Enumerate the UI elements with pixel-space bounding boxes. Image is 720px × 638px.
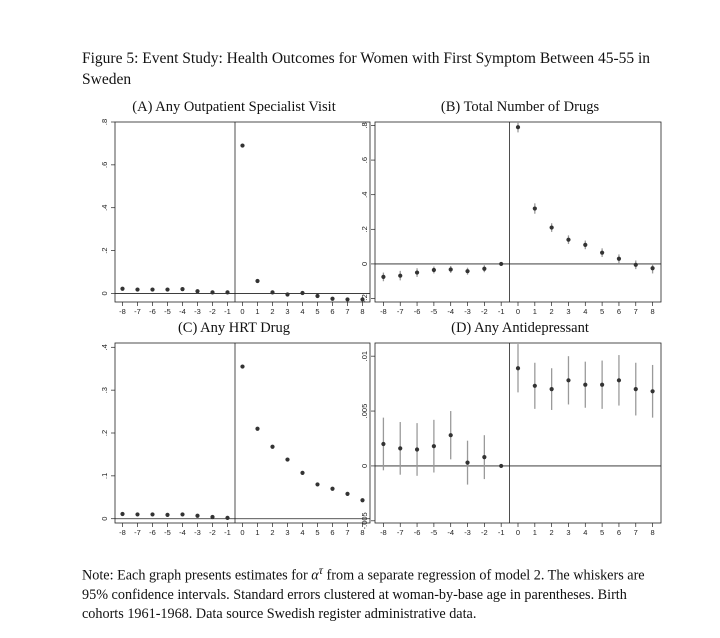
x-tick-label: 4 bbox=[583, 307, 588, 316]
y-tick-label: .2 bbox=[360, 226, 369, 233]
x-tick-label: 6 bbox=[330, 307, 335, 316]
plot-frame bbox=[115, 122, 370, 302]
data-point bbox=[285, 457, 289, 461]
x-tick-label: 6 bbox=[616, 307, 622, 316]
x-tick-label: -5 bbox=[164, 528, 171, 537]
data-point bbox=[270, 290, 274, 294]
data-point bbox=[449, 267, 453, 271]
data-point bbox=[210, 290, 214, 294]
y-tick-label: .3 bbox=[100, 387, 109, 394]
x-tick-label: 2 bbox=[270, 528, 275, 537]
x-tick-label: -3 bbox=[194, 528, 201, 537]
data-point bbox=[345, 492, 349, 496]
x-tick-label: -6 bbox=[149, 528, 156, 537]
x-tick-label: 0 bbox=[240, 307, 245, 316]
x-tick-label: -8 bbox=[119, 307, 126, 316]
x-tick-label: 0 bbox=[515, 307, 521, 316]
data-point bbox=[150, 512, 154, 516]
y-tick-label: 0 bbox=[360, 463, 369, 469]
data-point bbox=[415, 270, 419, 274]
y-tick-label: .6 bbox=[100, 161, 109, 168]
panel-title-b: (B) Total Number of Drugs bbox=[440, 99, 600, 115]
x-tick-label: -4 bbox=[179, 528, 186, 537]
x-tick-label: 1 bbox=[532, 307, 537, 316]
panel-b-plot bbox=[360, 122, 661, 316]
x-tick-label: 7 bbox=[345, 528, 350, 537]
data-point bbox=[240, 143, 244, 147]
note-after: from a separate regression of model 2. The whiskers are 95% confidence intervals. Standard errors clustered at woman-by-base age in parentheses. Birth cohorts 1961-1968. Data source Swedish register administrative data. bbox=[82, 567, 645, 622]
y-tick-label: 0 bbox=[100, 291, 109, 296]
x-tick-label: -7 bbox=[396, 528, 404, 537]
x-tick-label: 4 bbox=[300, 528, 305, 537]
x-tick-label: -2 bbox=[481, 307, 488, 316]
x-tick-label: 8 bbox=[360, 528, 365, 537]
data-point bbox=[360, 498, 364, 502]
data-point bbox=[499, 464, 503, 468]
x-tick-label: -3 bbox=[194, 307, 201, 316]
x-tick-label: 6 bbox=[330, 528, 335, 537]
note-tau: τ bbox=[318, 563, 323, 577]
data-point bbox=[381, 275, 385, 279]
data-point bbox=[432, 268, 436, 272]
y-tick-label: .2 bbox=[100, 429, 109, 437]
figure-note bbox=[82, 561, 672, 624]
panel-title-d: (D) Any Antidepressant bbox=[451, 320, 589, 336]
data-point bbox=[225, 290, 229, 294]
data-point bbox=[533, 384, 537, 388]
y-tick-label: -.2 bbox=[360, 294, 369, 303]
data-point bbox=[499, 262, 503, 266]
x-tick-label: -6 bbox=[413, 528, 421, 537]
x-tick-label: 0 bbox=[240, 528, 245, 537]
data-point bbox=[165, 287, 169, 291]
x-tick-label: -2 bbox=[209, 307, 216, 316]
data-point bbox=[300, 471, 304, 475]
data-point bbox=[240, 364, 244, 368]
x-tick-label: 1 bbox=[532, 528, 537, 537]
data-point bbox=[330, 297, 334, 301]
x-tick-label: -6 bbox=[149, 307, 156, 316]
data-point bbox=[270, 445, 274, 449]
data-point bbox=[482, 267, 486, 271]
y-tick-label: .4 bbox=[360, 191, 369, 198]
panel-title-a: (A) Any Outpatient Specialist Visit bbox=[132, 99, 336, 115]
x-tick-label: 2 bbox=[549, 307, 554, 316]
x-tick-label: 7 bbox=[345, 307, 350, 316]
y-tick-label: .8 bbox=[360, 122, 369, 129]
x-tick-label: -1 bbox=[497, 528, 505, 537]
y-tick-label: 0 bbox=[100, 516, 109, 521]
x-tick-label: -4 bbox=[447, 528, 455, 537]
data-point bbox=[150, 287, 154, 291]
x-tick-label: -8 bbox=[380, 307, 387, 316]
x-tick-label: 8 bbox=[650, 528, 655, 537]
data-point bbox=[566, 238, 570, 242]
data-point bbox=[583, 383, 587, 387]
y-tick-label: .6 bbox=[360, 156, 369, 164]
x-tick-label: -8 bbox=[380, 528, 387, 537]
data-point bbox=[345, 297, 349, 301]
data-point bbox=[195, 514, 199, 518]
x-tick-label: -4 bbox=[179, 307, 186, 316]
data-point bbox=[415, 447, 419, 451]
x-tick-label: -2 bbox=[209, 528, 216, 537]
data-point bbox=[533, 206, 537, 210]
data-point bbox=[195, 289, 199, 293]
data-point bbox=[180, 512, 184, 516]
x-tick-label: -5 bbox=[430, 307, 438, 316]
x-tick-label: 3 bbox=[566, 307, 571, 316]
data-point bbox=[566, 378, 570, 382]
note-before: Note: Each graph presents estimates for bbox=[82, 567, 312, 584]
x-tick-label: -8 bbox=[119, 528, 126, 537]
data-point bbox=[120, 287, 124, 291]
x-tick-label: 5 bbox=[315, 528, 320, 537]
y-tick-label: -.005 bbox=[360, 512, 369, 530]
panel-a-plot bbox=[100, 119, 370, 316]
x-tick-label: 6 bbox=[616, 528, 622, 537]
x-tick-label: -1 bbox=[224, 528, 231, 537]
x-tick-label: -3 bbox=[464, 307, 471, 316]
data-point bbox=[120, 512, 124, 516]
data-point bbox=[135, 512, 139, 516]
x-tick-label: 3 bbox=[285, 307, 290, 316]
y-tick-label: .01 bbox=[360, 350, 369, 362]
data-point bbox=[315, 294, 319, 298]
x-tick-label: 1 bbox=[255, 528, 260, 537]
data-point bbox=[617, 378, 621, 382]
data-point bbox=[432, 444, 436, 448]
x-tick-label: 3 bbox=[285, 528, 290, 537]
x-tick-label: -4 bbox=[447, 307, 455, 316]
data-point bbox=[210, 515, 214, 519]
x-tick-label: -7 bbox=[134, 307, 141, 316]
x-tick-label: -5 bbox=[430, 528, 438, 537]
data-point bbox=[650, 389, 654, 393]
data-point bbox=[315, 482, 319, 486]
data-point bbox=[550, 387, 554, 391]
x-tick-label: -1 bbox=[497, 307, 505, 316]
data-point bbox=[165, 513, 169, 517]
x-tick-label: -5 bbox=[164, 307, 171, 316]
data-point bbox=[398, 274, 402, 278]
data-point bbox=[617, 257, 621, 261]
data-point bbox=[381, 442, 385, 446]
data-point bbox=[135, 287, 139, 291]
y-tick-label: .005 bbox=[360, 403, 369, 419]
y-tick-label: .4 bbox=[100, 204, 109, 211]
data-point bbox=[550, 225, 554, 229]
panel-title-c: (C) Any HRT Drug bbox=[177, 320, 291, 336]
y-tick-label: .1 bbox=[100, 472, 109, 479]
data-point bbox=[255, 279, 259, 283]
y-tick-label: .8 bbox=[100, 118, 109, 126]
x-tick-label: -7 bbox=[134, 528, 141, 537]
data-point bbox=[650, 266, 654, 270]
data-point bbox=[600, 383, 604, 387]
x-tick-label: 5 bbox=[600, 528, 605, 537]
panel-d-plot bbox=[360, 343, 661, 537]
x-tick-label: -2 bbox=[481, 528, 488, 537]
x-tick-label: 4 bbox=[583, 528, 588, 537]
data-point bbox=[516, 366, 520, 370]
x-tick-label: -1 bbox=[224, 307, 231, 316]
data-point bbox=[465, 269, 469, 273]
figure-caption: Figure 5: Event Study: Health Outcomes for Women with First Symptom Between 45-55 in Sweden bbox=[82, 50, 651, 88]
data-point bbox=[482, 455, 486, 459]
plot-frame bbox=[375, 122, 661, 302]
data-point bbox=[516, 125, 520, 129]
panel-c-plot bbox=[100, 343, 370, 537]
plot-frame bbox=[115, 343, 370, 523]
x-tick-label: -6 bbox=[413, 307, 421, 316]
x-tick-label: 8 bbox=[360, 307, 365, 316]
data-point bbox=[300, 291, 304, 295]
data-point bbox=[398, 446, 402, 450]
x-tick-label: 2 bbox=[549, 528, 554, 537]
x-tick-label: 1 bbox=[255, 307, 260, 316]
data-point bbox=[255, 427, 259, 431]
y-tick-label: .2 bbox=[100, 247, 109, 254]
x-tick-label: 7 bbox=[633, 307, 638, 316]
data-point bbox=[225, 516, 229, 520]
x-tick-label: 2 bbox=[270, 307, 275, 316]
x-tick-label: 8 bbox=[650, 307, 655, 316]
data-point bbox=[634, 263, 638, 267]
y-tick-label: 0 bbox=[360, 261, 369, 267]
y-tick-label: .4 bbox=[100, 344, 109, 351]
data-point bbox=[180, 287, 184, 291]
x-tick-label: 7 bbox=[633, 528, 638, 537]
data-point bbox=[583, 243, 587, 247]
data-point bbox=[330, 487, 334, 491]
data-point bbox=[600, 251, 604, 255]
data-point bbox=[285, 292, 289, 296]
x-tick-label: 4 bbox=[300, 307, 305, 316]
x-tick-label: 5 bbox=[600, 307, 605, 316]
data-point bbox=[449, 433, 453, 437]
x-tick-label: -7 bbox=[396, 307, 404, 316]
x-tick-label: 5 bbox=[315, 307, 320, 316]
data-point bbox=[634, 387, 638, 391]
x-tick-label: -3 bbox=[464, 528, 471, 537]
note-alpha: α bbox=[311, 567, 319, 584]
x-tick-label: 0 bbox=[515, 528, 521, 537]
data-point bbox=[465, 461, 469, 465]
x-tick-label: 3 bbox=[566, 528, 571, 537]
